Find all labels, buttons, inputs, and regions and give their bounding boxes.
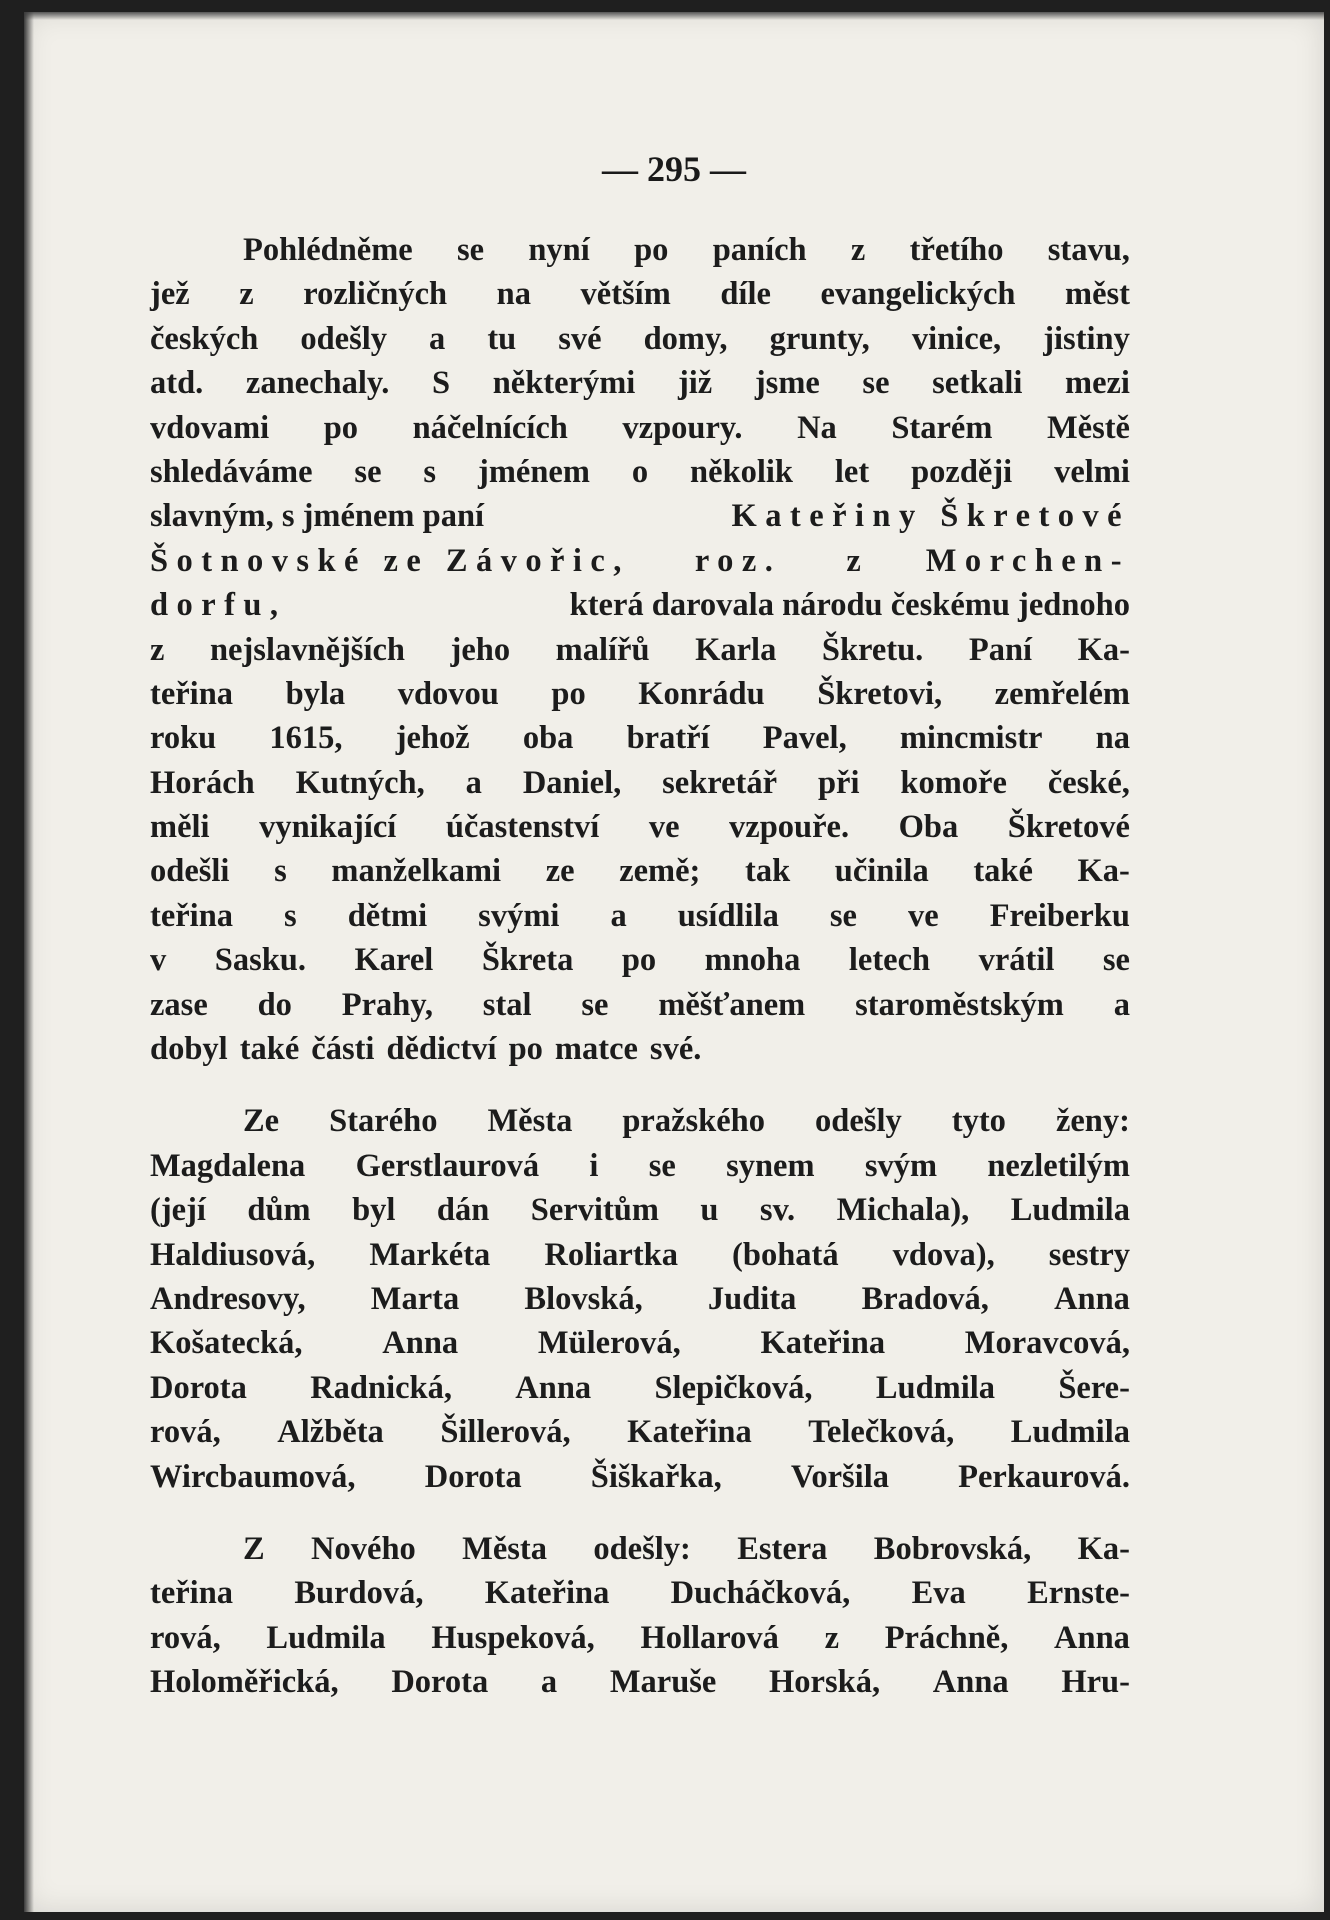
word: mincmistr [899,720,1043,757]
word: Sasku. [214,942,306,979]
word: Horách [150,764,255,801]
word: dobyl [150,1031,228,1068]
word: let [834,453,870,490]
word: Dorota [424,1458,522,1495]
word: své. [649,1031,702,1068]
word: na [1095,720,1130,757]
text-line [150,805,1130,849]
word: Z [243,1530,265,1567]
word: Haldiusová, [150,1236,316,1273]
word: tak [745,853,791,890]
word: po [508,1031,543,1068]
word: teřina [150,1575,234,1612]
word: nyní [528,232,590,268]
word: Paní [968,631,1033,668]
word: vdova), [892,1236,995,1273]
word: části [311,1031,375,1068]
word: jeho [450,631,511,668]
word: Na [797,409,837,446]
word: z [850,232,866,268]
word: velmi [1054,453,1130,490]
word: odešly: [593,1530,691,1567]
text-line [150,1144,1130,1188]
word: rozličných [303,276,448,313]
word: jež [150,276,190,313]
word: Anna [932,1664,1009,1701]
word: Markéta [369,1236,491,1273]
word: dán [436,1192,490,1229]
spaced-name: Kateřiny Škretové [731,498,1130,535]
word: Karla [695,631,777,668]
word: Dorota [150,1369,247,1406]
word: Škreta [481,942,574,979]
text-line-with-name [150,583,1130,627]
text-line [150,1527,1130,1571]
text-line [150,1571,1130,1615]
word: nejslavnějších [209,631,405,668]
word: své [558,320,602,357]
word: rová, [150,1414,221,1451]
word: Daniel, [522,764,622,801]
word: Ludmila [1010,1414,1130,1451]
text-line [150,406,1130,450]
text-line [150,983,1130,1027]
word: Telečková, [808,1414,955,1451]
word: po [621,942,657,979]
word: Ludmila [875,1369,996,1406]
page-number: — 295 — [602,149,746,189]
word: a [540,1664,558,1701]
word: Anna [1054,1280,1130,1317]
word: se [1102,942,1130,979]
word: vynikající [259,809,397,846]
text-line [150,672,1130,716]
word: jistiny [1043,320,1130,357]
word: Bradová, [861,1280,989,1317]
word: mnoha [704,942,801,979]
word: matce [554,1031,638,1068]
text-fragment: slavným, s jménem paní [150,498,485,535]
text-line [150,1277,1130,1321]
word: Kateřina [760,1325,886,1362]
text-line [150,628,1130,672]
word: ve [648,809,680,846]
page-shadow-left [24,12,34,1912]
word: komoře [900,764,1007,801]
word: se [457,232,485,268]
word: dědictví [386,1031,497,1068]
text-line [150,761,1130,805]
word: Ka- [1077,853,1130,890]
word: Anna [1054,1619,1130,1656]
word: ve [907,897,939,934]
word: zanechaly. [245,365,390,402]
word: z [239,276,254,313]
word: sestry [1048,1236,1130,1273]
word: Škretu. [821,631,924,668]
word: českých [150,320,259,357]
word: Ludmila [1010,1192,1130,1229]
word: svými [478,897,560,934]
word: domy, [643,320,728,357]
text-line [150,716,1130,760]
word: Kateřina [627,1414,752,1451]
word: Ducháčková, [670,1575,851,1612]
word: ze [545,853,575,890]
word: z [824,1619,840,1656]
word: rová, [150,1619,221,1656]
word: třetího [909,232,1004,268]
word: se [581,986,609,1023]
word: 1615, [269,720,343,757]
word: po [323,409,359,446]
word: později [911,453,1013,490]
spaced-name: Morchen- [925,542,1130,579]
word: atd. [150,365,204,402]
word: Anna [382,1325,459,1362]
word: Karel [354,942,434,979]
text-line [150,450,1130,494]
word: Roliartka [544,1236,678,1273]
word: vzpoury. [622,409,743,446]
word: také [239,1031,300,1068]
word: Hollarová [640,1619,779,1656]
book-page [24,12,1324,1912]
word: Holoměřická, [150,1664,339,1701]
word: manželkami [331,853,502,890]
word: po [551,675,586,712]
word: a [429,320,446,357]
word: Pohlédněme [243,232,413,268]
spaced-name: Šotnovské ze Závořic, [150,542,630,579]
word: Kateřina [484,1575,610,1612]
word: Andresovy, [150,1280,306,1317]
text-line [150,1366,1130,1410]
text-line [150,849,1130,893]
word: s [274,853,287,890]
word: i [589,1147,599,1184]
word: vzpouře. [729,809,850,846]
word: tyto [951,1103,1006,1140]
word: z [150,631,165,668]
word: při [817,764,860,801]
word: o [631,453,649,490]
word: teřina [150,897,234,934]
text-line [150,1233,1130,1277]
word: účastenství [445,809,600,846]
word: Huspeková, [431,1619,595,1656]
word: Hru- [1061,1664,1130,1701]
word: Alžběta [277,1414,384,1451]
text-line [150,272,1130,316]
text-line [150,1099,1130,1143]
word: vdovami [150,409,270,446]
word: měli [150,809,210,846]
word: Horská, [769,1664,881,1701]
word: Voršila [790,1458,889,1495]
word: Ludmila [266,1619,386,1656]
word: odešly [300,320,388,357]
word: větším [580,276,671,313]
word: Anna [515,1369,592,1406]
word: grunty, [769,320,870,357]
word: shledáváme [150,453,313,490]
word: Ernste- [1027,1575,1130,1612]
word: letech [848,942,931,979]
text-line [150,1455,1130,1499]
word: Ka- [1077,631,1130,668]
word: paních [712,232,807,268]
word: zemřelém [994,675,1130,712]
word: usídlila [677,897,779,934]
word: Blovská, [524,1280,643,1317]
word: Šere- [1058,1369,1130,1406]
word: dům [247,1192,311,1229]
text-line [150,361,1130,405]
word: Nového [311,1530,416,1567]
word: u [700,1192,719,1229]
paragraph-2 [150,1099,1130,1499]
word: Eva [911,1575,966,1612]
word: vinice, [911,320,1002,357]
word: Ze [243,1103,280,1140]
word: mezi [1065,365,1130,402]
text-line [150,1660,1130,1704]
word: Oba [898,809,959,846]
word: vrátil [978,942,1055,979]
word: se [862,365,890,402]
word: do [257,986,292,1023]
text-line [150,1027,1130,1071]
text-fragment: roz. [694,542,782,579]
text-line [150,938,1130,982]
text-line [150,228,1130,272]
word: v [150,942,167,979]
word: sekretář [662,764,778,801]
word: také [973,853,1033,890]
word: Estera [737,1530,828,1567]
word: Škretovi, [817,675,943,712]
text-line [150,1321,1130,1365]
word: malířů [555,631,650,668]
word: a [610,897,627,934]
word: země; [619,853,701,890]
word: Prahy, [341,986,433,1023]
word: synem [726,1147,815,1184]
word: Freiberku [989,897,1130,934]
word: měšťanem [658,986,806,1023]
word: a [465,764,482,801]
word: měst [1065,276,1130,313]
word: odešli [150,853,230,890]
word: sv. [759,1192,796,1229]
word: nezletilým [987,1147,1130,1184]
word: na [496,276,531,313]
word: Šiškařka, [590,1458,722,1495]
word: Gerstlaurová [355,1147,540,1184]
word: (bohatá [732,1236,839,1273]
word: Práchně, [884,1619,1009,1656]
word: bratří [626,720,710,757]
word: jsme [754,365,820,402]
word: byl [352,1192,396,1229]
text-fragment: z [846,542,861,579]
word: Městě [1046,409,1130,446]
word: stal [482,986,532,1023]
page-shadow-top [24,12,1324,20]
word: Burdová, [294,1575,424,1612]
word: jehož [395,720,470,757]
text-line [150,1410,1130,1454]
text-fragment: která darovala národu českému jednoho [569,587,1130,624]
word: Starém [891,409,993,446]
word: pražského [622,1103,766,1140]
word: Slepičková, [654,1369,813,1406]
word: Magdalena [150,1147,306,1184]
word: Města [462,1530,547,1567]
word: Michala), [836,1192,970,1229]
paragraph-3 [150,1527,1130,1705]
word: roku [150,720,217,757]
word: Moravcová, [964,1325,1130,1362]
word: Ka- [1077,1530,1130,1567]
word: zase [150,986,208,1023]
word: jménem [478,453,590,490]
word: tu [487,320,517,357]
word: Judita [707,1280,797,1317]
word: se [354,453,382,490]
word: již [677,365,713,402]
word: Mülerová, [537,1325,681,1362]
text-line-with-name [150,539,1130,583]
word: staroměstským [855,986,1064,1023]
word: (její [150,1192,206,1229]
word: Perkaurová. [958,1458,1130,1495]
word: vdovou [397,675,499,712]
word: evangelických [820,276,1016,313]
word: některými [492,365,636,402]
word: s [423,453,437,490]
text-line [150,1188,1130,1232]
word: Škretové [1007,809,1130,846]
body-text [150,228,1130,1705]
word: Pavel, [762,720,847,757]
word: stavu, [1047,232,1130,268]
word: Radnická, [310,1369,452,1406]
word: svým [864,1147,938,1184]
word: teřina [150,675,234,712]
word: Kutných, [295,764,425,801]
text-line-with-name [150,494,1130,538]
word: s [284,897,297,934]
word: Města [487,1103,573,1140]
text-line [150,1616,1130,1660]
word: se [648,1147,676,1184]
word: díle [720,276,771,313]
word: S [432,365,451,402]
word: a [1113,986,1130,1023]
word: Starého [329,1103,438,1140]
word: Wircbaumová, [150,1458,356,1495]
word: Maruše [609,1664,717,1701]
word: Košatecká, [150,1325,303,1362]
word: Šillerová, [440,1414,571,1451]
text-line [150,894,1130,938]
word: ženy: [1055,1103,1130,1140]
word: setkali [932,365,1023,402]
word: byla [285,675,346,712]
word: Servitům [530,1192,659,1229]
word: několik [690,453,793,490]
word: náčelnících [412,409,568,446]
word: dětmi [347,897,428,934]
word: Marta [370,1280,460,1317]
word: po [634,232,669,268]
word: odešly [815,1103,902,1140]
word: se [829,897,857,934]
word: oba [522,720,574,757]
word: učinila [834,853,929,890]
word: Bobrovská, [873,1530,1032,1567]
word: Dorota [391,1664,489,1701]
paragraph-1 [150,228,1130,1071]
spaced-name: dorfu, [150,587,287,624]
word: Konrádu [638,675,765,712]
text-line [150,317,1130,361]
word: české, [1047,764,1130,801]
